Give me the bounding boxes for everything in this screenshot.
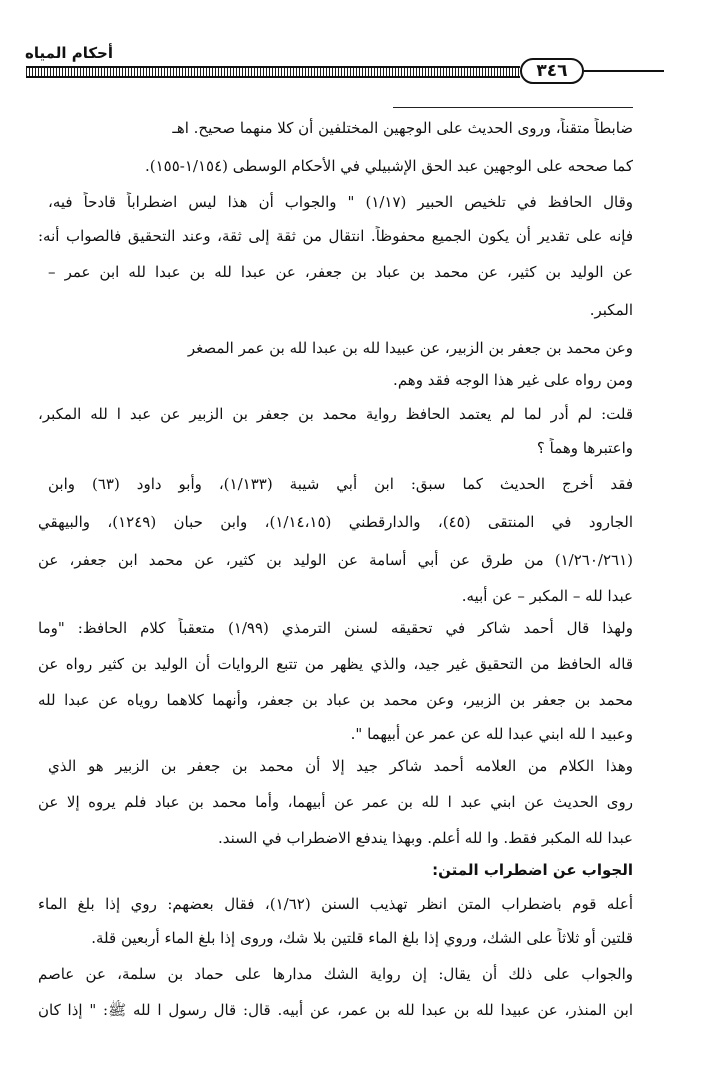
text-line: عبدا لله – المكبر – عن أبيه. <box>461 587 633 605</box>
text-line: كما صححه على الوجهين عبد الحق الإشبيلي في الأحكام الوسطى (١/١٥٤-١٥٥). <box>144 157 633 175</box>
text-line: فقد أخرج الحديث كما سبق: ابن أبي شيبة (١/١٣٣)، وأبو داود (٦٣) وابن <box>48 475 633 493</box>
text-line: وقال الحافظ في تلخيص الحبير (١/١٧) " والجواب أن هذا ليس اضطراباً قادحاً فيه، <box>48 193 633 211</box>
text-line: عن الوليد بن كثير، عن محمد بن عباد بن جعفر، عن عبدا لله بن عبدا لله ابن عمر – <box>48 263 633 281</box>
text-line: وهذا الكلام من العلامه أحمد شاكر جيد إلا أن محمد بن جعفر بن الزبير هو الذي <box>48 757 633 775</box>
text-line: ابن المنذر، عن عبيدا لله بن عبدا لله بن عمر، عن أبيه. قال: قال رسول ا لله ﷺ: " إذا كان <box>38 1001 633 1019</box>
text-line: أعله قوم باضطراب المتن انظر تهذيب السنن (١/٦٢)، فقال بعضهم: روي إذا بلغ الماء <box>38 895 633 913</box>
text-line: وعبيد ا لله ابني عبدا لله عن عمر عن أبيهما ". <box>350 725 633 743</box>
text-line: محمد بن جعفر بن الزبير، وعن محمد بن عباد بن جعفر، وأنهما كلاهما روياه عن عبدا لله <box>38 691 633 709</box>
text-line: قاله الحافظ من التحقيق غير جيد، والذي يظهر من تتبع الروايات أن الوليد بن كثير رواه عن <box>38 655 633 673</box>
header-rule <box>584 70 664 72</box>
text-line: وعن محمد بن جعفر بن الزبير، عن عبيدا لله بن عبدا لله بن عمر المصغر <box>187 339 633 357</box>
header-ornament-band <box>26 66 520 78</box>
page-number: ٣٤٦ <box>520 58 584 84</box>
text-line: الجارود في المنتقى (٤٥)، والدارقطني (١/١٤،١٥)، وابن حبان (١٢٤٩)، والبيهقي <box>38 513 633 531</box>
text-line: المكبر. <box>589 301 633 319</box>
footnote-separator-rule <box>393 107 633 108</box>
text-line: فإنه على تقدير أن يكون الجميع محفوظاً. انتقال من ثقة إلى ثقة، وعند التحقيق فالصواب أنه: <box>38 227 633 245</box>
text-line: واعتبرها وهماً ؟ <box>536 439 633 457</box>
text-line: ومن رواه على غير هذا الوجه فقد وهم. <box>393 371 633 389</box>
running-title: أحكام المياه <box>25 44 113 62</box>
text-line: والجواب على ذلك أن يقال: إن رواية الشك مدارها على حماد بن سلمة، عن عاصم <box>38 965 633 983</box>
text-line: قلتين أو ثلاثاً على الشك، وروي إذا بلغ الماء قلتين بلا شك، وروى إذا بلغ الماء أربعين قلة. <box>91 929 633 947</box>
text-line: عبدا لله المكبر فقط. وا لله أعلم. وبهذا يندفع الاضطراب في السند. <box>217 829 633 847</box>
text-line: ولهذا قال أحمد شاكر في تحقيقه لسنن الترمذي (١/٩٩) متعقباً كلام الحافظ: "وما <box>38 619 633 637</box>
section-heading: الجواب عن اضطراب المتن: <box>432 861 633 879</box>
text-line: قلت: لم أدر لما لم يعتمد الحافظ رواية محمد بن جعفر بن الزبير عن عبد ا لله المكبر، <box>38 405 633 423</box>
text-line: ضابطاً متقناً، وروى الحديث على الوجهين المختلفين أن كلا منهما صحيح. اهـ <box>172 119 633 137</box>
text-line: روى الحديث عن ابني عبد ا لله بن عمر عن أبيهما، وأما محمد بن عباد فلم يروه إلا عن <box>38 793 633 811</box>
text-line: (١/٢٦٠/٢٦١) من طرق عن أبي أسامة عن الوليد بن كثير، عن محمد ابن جعفر، عن <box>38 551 633 569</box>
